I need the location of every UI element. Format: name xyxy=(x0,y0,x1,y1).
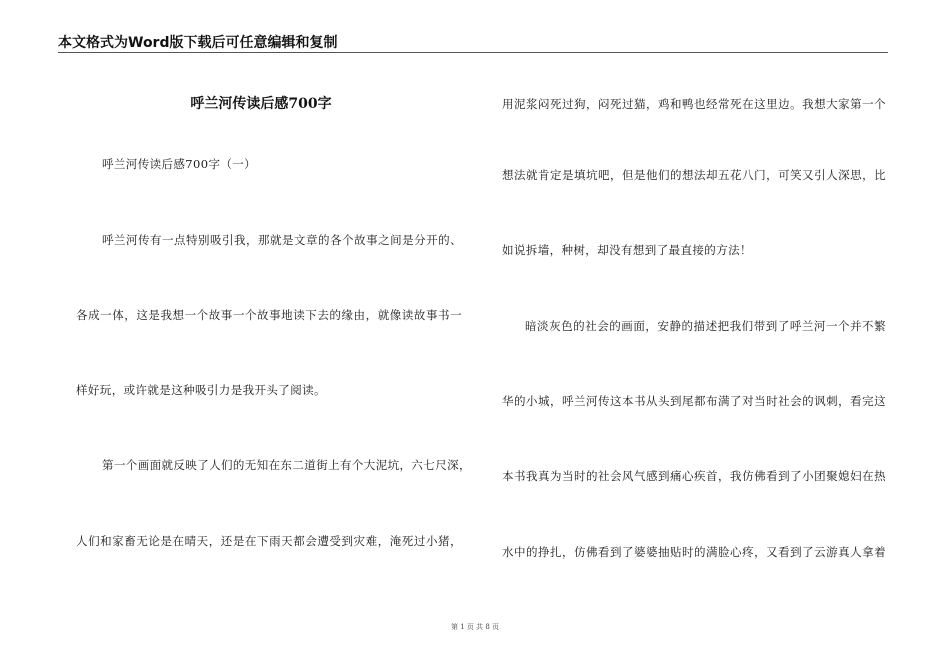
body-line: 水中的挣扎，仿佛看到了婆婆抽贴时的满脸心疼，又看到了云游真人拿着 xyxy=(502,545,886,559)
body-line: 样好玩，或许就是这种吸引力是我开头了阅读。 xyxy=(76,383,326,397)
document-banner xyxy=(58,30,888,53)
body-line: 各成一体，这是我想一个故事一个故事地读下去的缘由，就像读故事书一 xyxy=(76,308,462,322)
body-line: 华的小城，呼兰河传这本书从头到尾都布满了对当时社会的讽刺，看完这 xyxy=(502,394,886,408)
body-line: 呼兰河传有一点特别吸引我，那就是文章的各个故事之间是分开的、 xyxy=(102,233,462,247)
body-line: 第一个画面就反映了人们的无知在东二道街上有个大泥坑，六七尺深， xyxy=(102,458,471,472)
body-line: 用泥浆闷死过狗，闷死过猫，鸡和鸭也经常死在这里边。我想大家第一个 xyxy=(502,97,886,111)
body-line: 本书我真为当时的社会风气感到痛心疾首，我仿佛看到了小团聚媳妇在热 xyxy=(502,469,886,483)
body-line: 暗淡灰色的社会的画面，安静的描述把我们带到了呼兰河一个并不繁 xyxy=(525,319,886,333)
body-line: 人们和家畜无论是在晴天，还是在下雨天都会遭受到灾难，淹死过小猪， xyxy=(76,534,462,548)
body-line: 想法就肯定是填坑吧，但是他们的想法却五花八门，可笑又引人深思，比 xyxy=(502,168,886,182)
page-number: 第 1 页 共 8 页 xyxy=(450,623,500,631)
banner-text: 本文格式为Word版下载后可任意编辑和复制 xyxy=(58,35,338,51)
document-title: 呼兰河传读后感700字 xyxy=(190,96,332,112)
body-line: 如说拆墙，种树，却没有想到了最直接的方法！ xyxy=(502,243,752,257)
subtitle-line: 呼兰河传读后感700字（一） xyxy=(102,157,257,171)
